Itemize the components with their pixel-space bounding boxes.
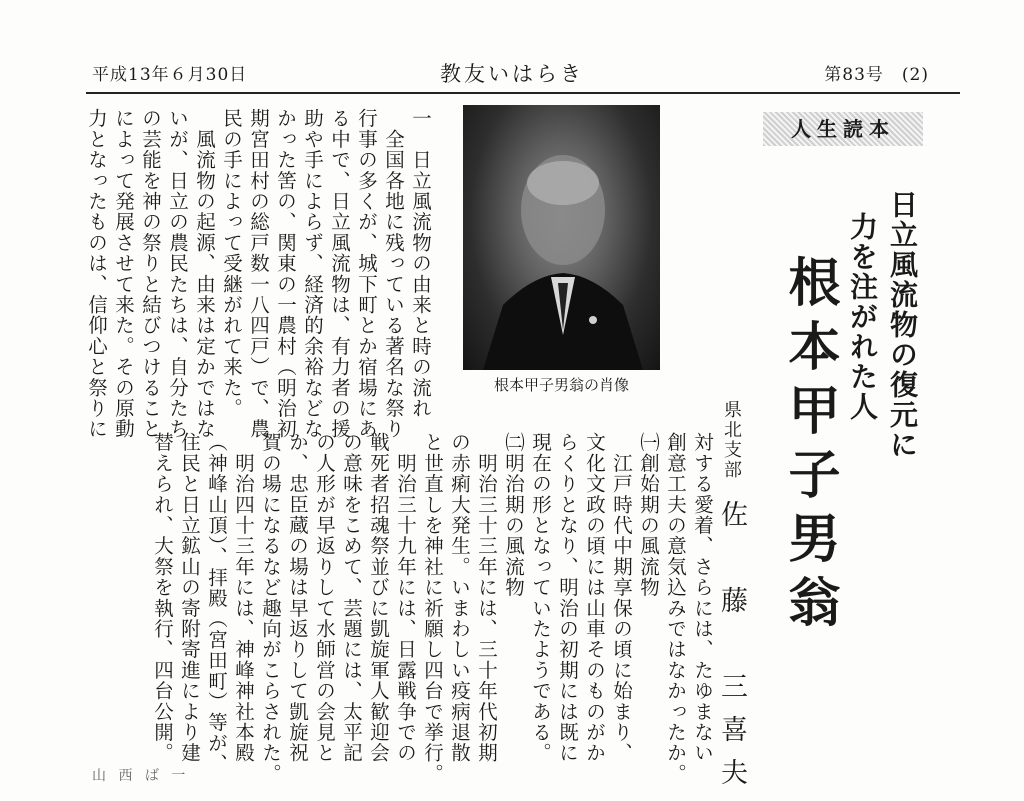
portrait-figure: [463, 105, 660, 370]
subject-name: 根本甲子男翁: [779, 255, 840, 639]
portrait-photo: [463, 105, 660, 370]
author-name: 佐 藤 三喜夫: [716, 500, 747, 801]
article-text-upper: 一 日立風流物の由来と時の流れ 全国各地に残っている著名な祭り 行事の多くが、城下町とか宿場にあ る中で、日立風流物は、有力者の援 助や手によらず、経済的余裕などな かった筈の、関東の一農村（明治初 期宮田村の総戸数一八四戸）で、農 民の手によって受継がれて来た。 風流物の起源、由来は定かではな いが、日立の農民たちは、自分たち の芸能を神の祭りと結びつけること によって発展させて来た。その原動 力となったものは、信仰心と祭りに: [85, 108, 432, 440]
cutoff-text: 山 西 ば 一: [92, 768, 190, 784]
header-rule: [86, 92, 960, 94]
headline-line-1: 日立風流物の復元に: [886, 190, 919, 460]
photo-caption: 根本甲子男翁の肖像: [493, 376, 629, 394]
series-label: 人生読本: [763, 112, 923, 146]
issue-number: 第83号 (2): [824, 65, 929, 85]
author-branch: 県北支部: [721, 400, 742, 480]
headline-line-2: 力を注がれた人: [846, 212, 879, 422]
article-text-lower: 対する愛着、さらには、たゆまない 創意工夫の意気込みではなかったか。 ㈠創始期の風流物 江戸時代中期享保の頃に始まり、 文化文政の頃には山車そのものがか らくりとなり、明治の初期には既に 現在の形となっていたようである。 ㈡明治期の風流物 明治三十三年には、三十年代初期 の赤痢大発生。いまわしい疫病退散 と世直しを神社に祈願し四台で挙行。 明治三十九年には、日露戦争での 戦死者招魂祭並びに凱旋軍人歓迎会 の意味をこめて、芸題には、太平記 の人形が早返りして水師営の会見と か、忠臣蔵の場は早返りして凱旋祝 賀の場になるなど趣向がこらされた。 明治四十三年には、神峰神社本殿 （神峰山頂）、拝殿（宮田町）等が、 住民と日立鉱山の寄附寄進により建 替えられ、大祭を執行、四台公開。: [151, 432, 714, 784]
issue-date: 平成13年６月30日: [92, 65, 248, 85]
publication-title: 教友いはらき: [440, 62, 584, 86]
